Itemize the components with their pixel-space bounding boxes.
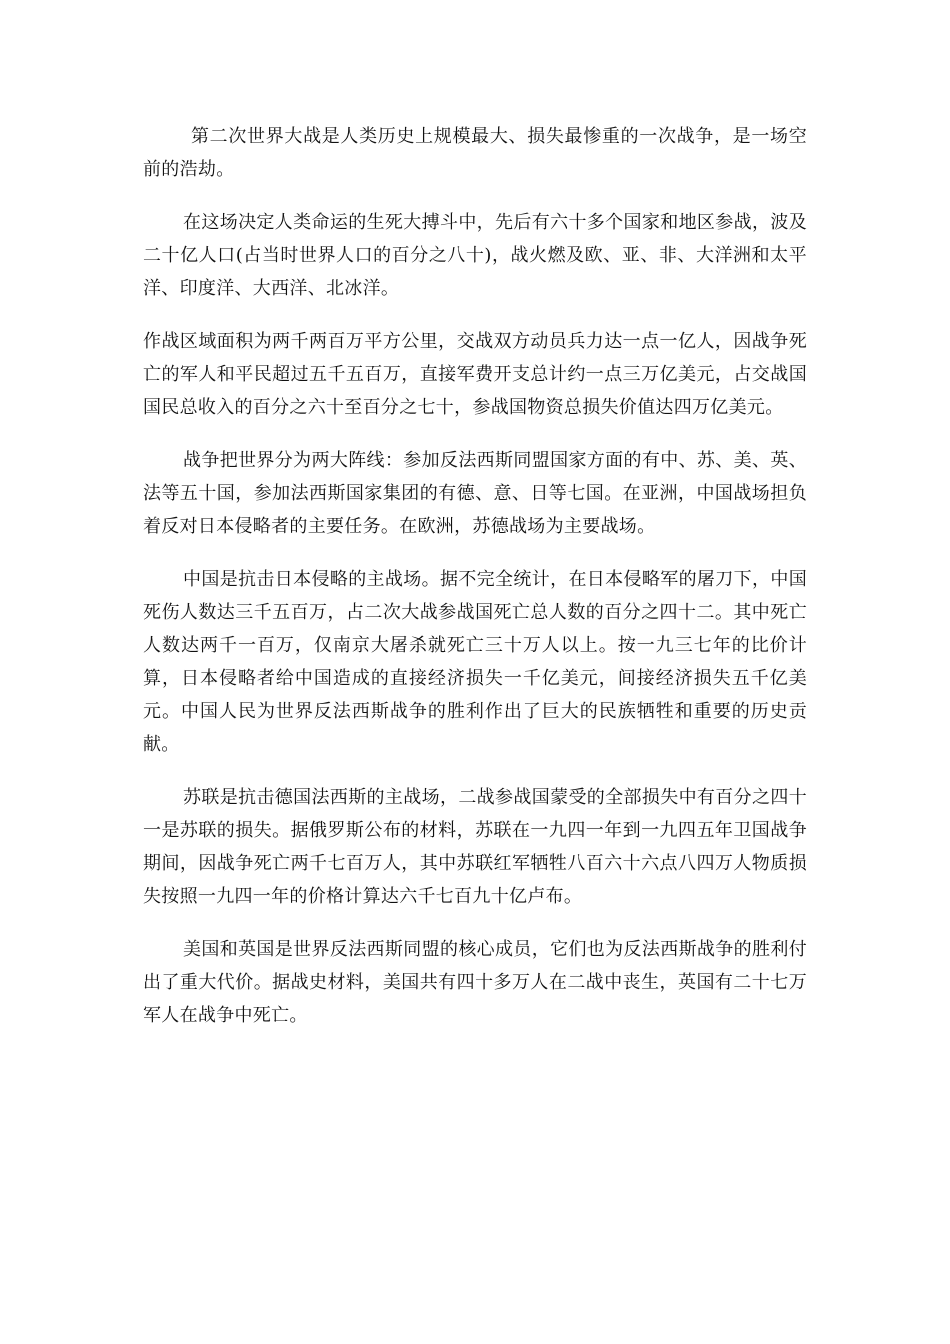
paragraph-soviet: 苏联是抗击德国法西斯的主战场，二战参战国蒙受的全部损失中有百分之四十一是苏联的损失。据俄罗斯公布的材料，苏联在一九四一年到一九四五年卫国战争期间，因战争死亡两千七百万人，其中苏联红军牺牲八百六十六点八四万人物质损失按照一九四一年的价格计算达六千七百九十亿卢布。	[143, 787, 807, 907]
paragraph-participants: 在这场决定人类命运的生死大搏斗中，先后有六十多个国家和地区参战，波及二十亿人口(占当时世界人口的百分之八十)，战火燃及欧、亚、非、大洋洲和太平洋、印度洋、大西洋、北冰洋。	[143, 212, 807, 299]
document-body	[143, 120, 807, 1052]
paragraph-us-uk: 美国和英国是世界反法西斯同盟的核心成员，它们也为反法西斯战争的胜利付出了重大代价。据战史材料，美国共有四十多万人在二战中丧生，英国有二十七万军人在战争中死亡。	[143, 939, 807, 1026]
paragraph-china: 中国是抗击日本侵略的主战场。据不完全统计，在日本侵略军的屠刀下，中国死伤人数达三千五百万，占二次大战参战国死亡总人数的百分之四十二。其中死亡人数达两千一百万，仅南京大屠杀就死亡三十万人以上。按一九三七年的比价计算，日本侵略者给中国造成的直接经济损失一千亿美元，间接经济损失五千亿美元。中国人民为世界反法西斯战争的胜利作出了巨大的民族牺牲和重要的历史贡献。	[143, 569, 807, 755]
paragraph-scale: 作战区域面积为两千两百万平方公里，交战双方动员兵力达一点一亿人，因战争死亡的军人和平民超过五千五百万，直接军费开支总计约一点三万亿美元，占交战国国民总收入的百分之六十至百分之七十，参战国物资总损失价值达四万亿美元。	[143, 331, 807, 418]
paragraph-intro: 第二次世界大战是人类历史上规模最大、损失最惨重的一次战争，是一场空前的浩劫。	[143, 126, 807, 180]
paragraph-fronts: 战争把世界分为两大阵线：参加反法西斯同盟国家方面的有中、苏、美、英、法等五十国，参加法西斯国家集团的有德、意、日等七国。在亚洲，中国战场担负着反对日本侵略者的主要任务。在欧洲，苏德战场为主要战场。	[143, 450, 807, 537]
